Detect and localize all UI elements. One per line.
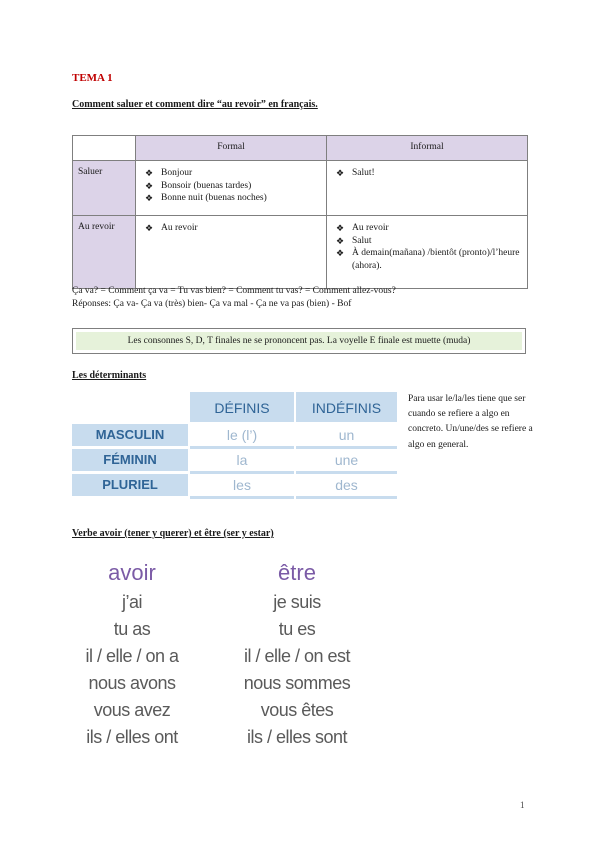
header-informal: Informal xyxy=(327,136,528,161)
cell-feminin-indefinis: une xyxy=(296,449,397,474)
list-item: ❖ Bonne nuit (buenas noches) xyxy=(161,192,321,205)
row-label-au-revoir: Au revoir xyxy=(73,216,136,289)
list-item: ❖ Salut! xyxy=(352,167,522,180)
avoir-line: j’ai xyxy=(121,592,142,612)
cell-pluriel-indefinis: des xyxy=(296,474,397,499)
avoir-line: nous avons xyxy=(88,673,176,693)
page-number: 1 xyxy=(520,800,525,810)
cell-au-revoir-formal xyxy=(136,216,327,289)
section-title-greetings: Comment saluer et comment dire “au revoir” en français. xyxy=(72,99,318,110)
list-item: ❖ Au revoir xyxy=(352,222,522,235)
avoir-line: vous avez xyxy=(93,700,171,720)
avoir-line: ils / elles ont xyxy=(86,727,178,747)
etre-line: je suis xyxy=(273,592,321,612)
avoir-title: avoir xyxy=(108,560,156,585)
cell-saluer-formal xyxy=(136,161,327,216)
row-label-saluer: Saluer xyxy=(73,161,136,216)
header-formal: Formal xyxy=(136,136,327,161)
row-label-pluriel: PLURIEL xyxy=(72,474,188,499)
etre-line: tu es xyxy=(278,619,316,639)
avoir-line: il / elle / on a xyxy=(85,646,179,666)
page-heading: TEMA 1 xyxy=(72,72,113,84)
list-item: ❖ Salut xyxy=(352,235,522,248)
cell-pluriel-definis: les xyxy=(190,474,294,499)
header-blank-cell xyxy=(73,136,136,161)
etre-line: ils / elles sont xyxy=(246,727,348,747)
list-item: ❖ Bonjour xyxy=(161,167,321,180)
etre-line: nous sommes xyxy=(243,673,351,693)
pronunciation-note-box xyxy=(72,328,526,354)
determinants-table xyxy=(72,392,397,498)
questions-line: Ça va? = Comment ça va = Tu vas bien? = Comment tu vas? = Comment allez-vous? xyxy=(72,286,396,296)
avoir-line: tu as xyxy=(113,619,151,639)
list-item: ❖ À demain(mañana) /bientôt (pronto)/l’heure (ahora). xyxy=(352,247,522,272)
cell-au-revoir-informal xyxy=(327,216,528,289)
list-item: ❖ Bonsoir (buenas tardes) xyxy=(161,180,321,193)
questions-block xyxy=(72,285,396,311)
etre-line: il / elle / on est xyxy=(243,646,351,666)
header-definis: DÉFINIS xyxy=(190,392,294,422)
cell-masculin-indefinis: un xyxy=(296,424,397,449)
row-label-feminin: FÉMININ xyxy=(72,449,188,474)
cell-feminin-definis: la xyxy=(190,449,294,474)
etre-line: vous êtes xyxy=(260,700,334,720)
table-row-au-revoir xyxy=(73,216,528,289)
greetings-table xyxy=(72,135,528,289)
etre-title: être xyxy=(278,560,316,585)
greetings-table-header xyxy=(73,136,528,161)
pronunciation-note: Les consonnes S, D, T finales ne se prononcent pas. La voyelle E finale est muette (muda) xyxy=(76,332,522,350)
section-title-verbs: Verbe avoir (tener y querer) et être (ser y estar) xyxy=(72,528,274,539)
answers-line: Réponses: Ça va- Ça va (très) bien- Ça va mal - Ça ne va pas (bien) - Bof xyxy=(72,299,352,309)
determinants-side-note: Para usar le/la/les tiene que ser cuando se refiere a algo en concreto. Un/une/des se refiere a algo en general. xyxy=(408,394,533,450)
row-label-masculin: MASCULIN xyxy=(72,424,188,449)
cell-masculin-definis: le (l’) xyxy=(190,424,294,449)
list-item: ❖ Au revoir xyxy=(161,222,321,235)
table-row-saluer xyxy=(73,161,528,216)
header-indefinis: INDÉFINIS xyxy=(296,392,397,422)
section-title-determinants: Les déterminants xyxy=(72,370,147,381)
cell-saluer-informal xyxy=(327,161,528,216)
